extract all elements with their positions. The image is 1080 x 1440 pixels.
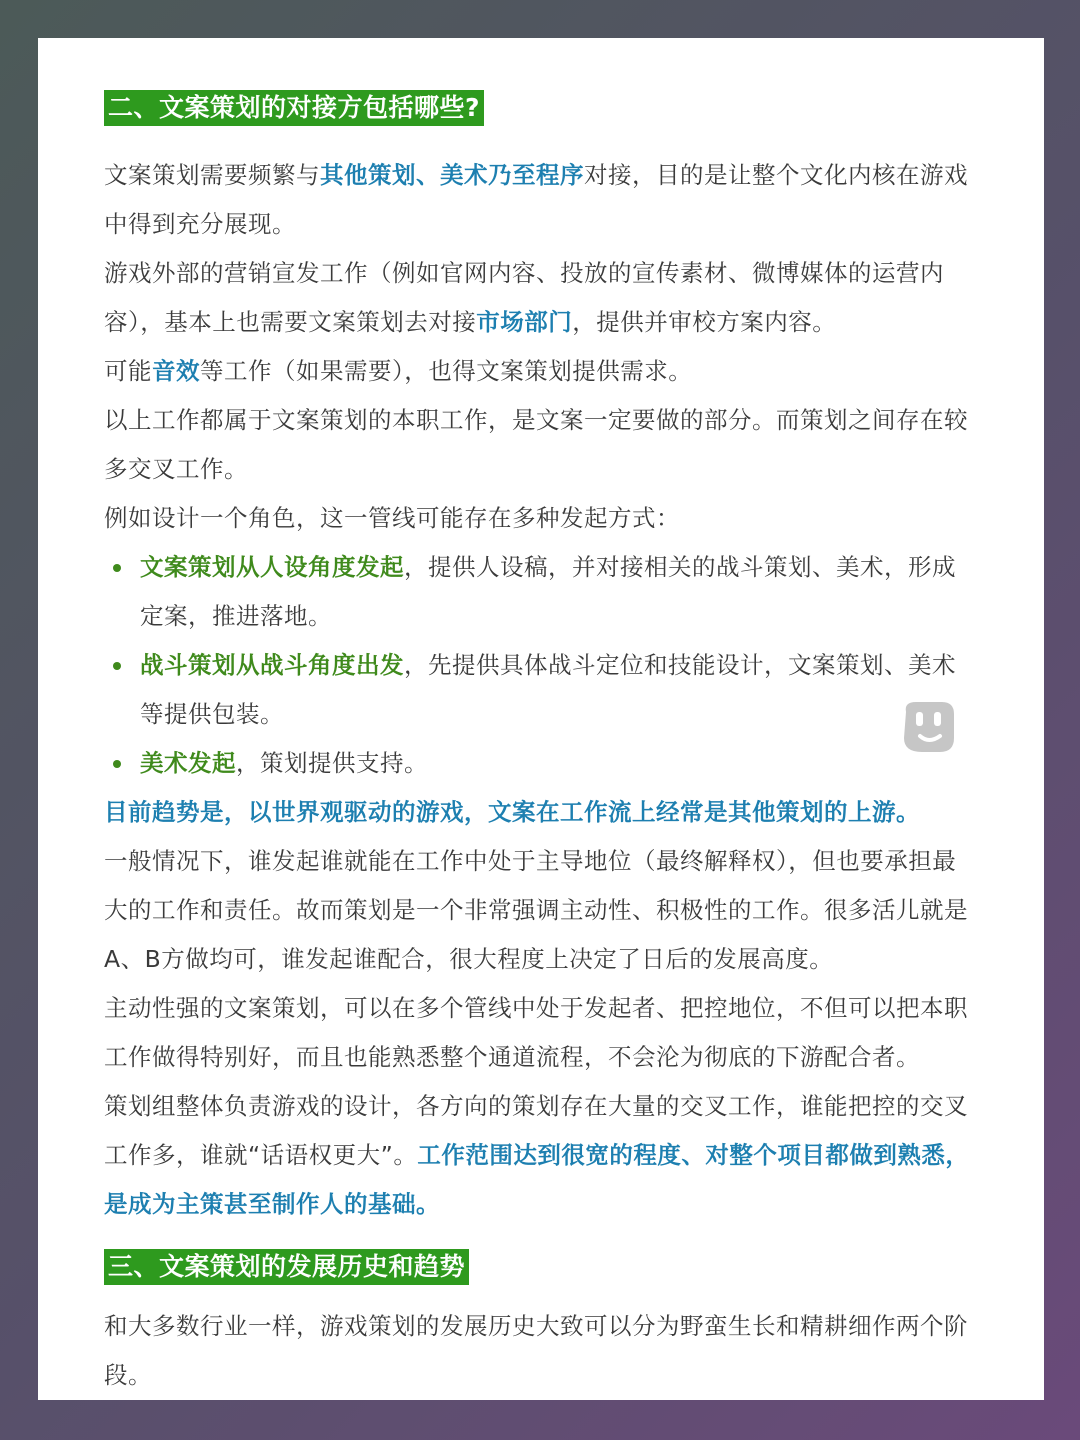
paragraph: 主动性强的文案策划，可以在多个管线中处于发起者、把控地位，不但可以把本职工作做得特别好，而且也能熟悉整个通道流程，不会沦为彻底的下游配合者。: [104, 994, 968, 1071]
paragraph: 策划组整体负责游戏的设计，各方向的策划存在大量的交叉工作，谁能把控的交叉工作多，谁就“话语权更大”。工作范围达到很宽的程度、对整个项目都做到熟悉，是成为主策甚至制作人的基础。: [104, 1092, 970, 1218]
section-2-heading: 二、文案策划的对接方包括哪些?: [104, 90, 484, 126]
paragraph: 文案策划需要频繁与其他策划、美术乃至程序对接，目的是让整个文化内核在游戏中得到充分展现。: [104, 161, 968, 238]
list-item: 美术发起，策划提供支持。: [104, 739, 976, 788]
mascot-watermark-icon: [898, 698, 960, 756]
highlight-paragraph: 目前趋势是，以世界观驱动的游戏，文案在工作流上经常是其他策划的上游。: [104, 798, 920, 826]
emphasis-text: 音效: [152, 357, 200, 385]
article-card: [38, 38, 1044, 1400]
emphasis-text: 工作范围达到很宽的程度、对整个项目都做到熟悉，是成为主策甚至制作人的基础。: [104, 1141, 970, 1218]
emphasis-text: 市场部门: [476, 308, 573, 336]
bullet-dot-icon: [113, 564, 121, 572]
emphasis-text: 文案策划从人设角度发起: [140, 553, 404, 581]
paragraph: 例如设计一个角色，这一管线可能存在多种发起方式：: [104, 504, 680, 532]
emphasis-text: 其他策划、美术乃至程序: [320, 161, 584, 189]
list-item: 文案策划从人设角度发起，提供人设稿，并对接相关的战斗策划、美术，形成定案，推进落地。: [104, 543, 976, 641]
emphasis-text: 战斗策划从战斗角度出发: [140, 651, 404, 679]
paragraph: 一般情况下，谁发起谁就能在工作中处于主导地位（最终解释权），但也要承担最大的工作和责任。故而策划是一个非常强调主动性、积极性的工作。很多活儿就是A、B方做均可，谁发起谁配合，很大程度上决定了日后的发展高度。: [104, 847, 968, 973]
emphasis-text: 美术发起: [140, 749, 236, 777]
list-item: 战斗策划从战斗角度出发，先提供具体战斗定位和技能设计，文案策划、美术等提供包装。: [104, 641, 976, 739]
bullet-dot-icon: [113, 662, 121, 670]
section-3-heading: 三、文案策划的发展历史和趋势: [104, 1249, 469, 1285]
paragraph: 和大多数行业一样，游戏策划的发展历史大致可以分为野蛮生长和精耕细作两个阶段。: [104, 1312, 968, 1389]
paragraph: 可能音效等工作（如果需要），也得文案策划提供需求。: [104, 357, 693, 385]
bullet-list: [104, 543, 976, 788]
article-content: [104, 84, 976, 1400]
paragraph: 以上工作都属于文案策划的本职工作，是文案一定要做的部分。而策划之间存在较多交叉工作。: [104, 406, 968, 483]
paragraph: 游戏外部的营销宣发工作（例如官网内容、投放的宣传素材、微博媒体的运营内容），基本上也需要文案策划去对接市场部门，提供并审校方案内容。: [104, 259, 944, 336]
bullet-dot-icon: [113, 760, 121, 768]
